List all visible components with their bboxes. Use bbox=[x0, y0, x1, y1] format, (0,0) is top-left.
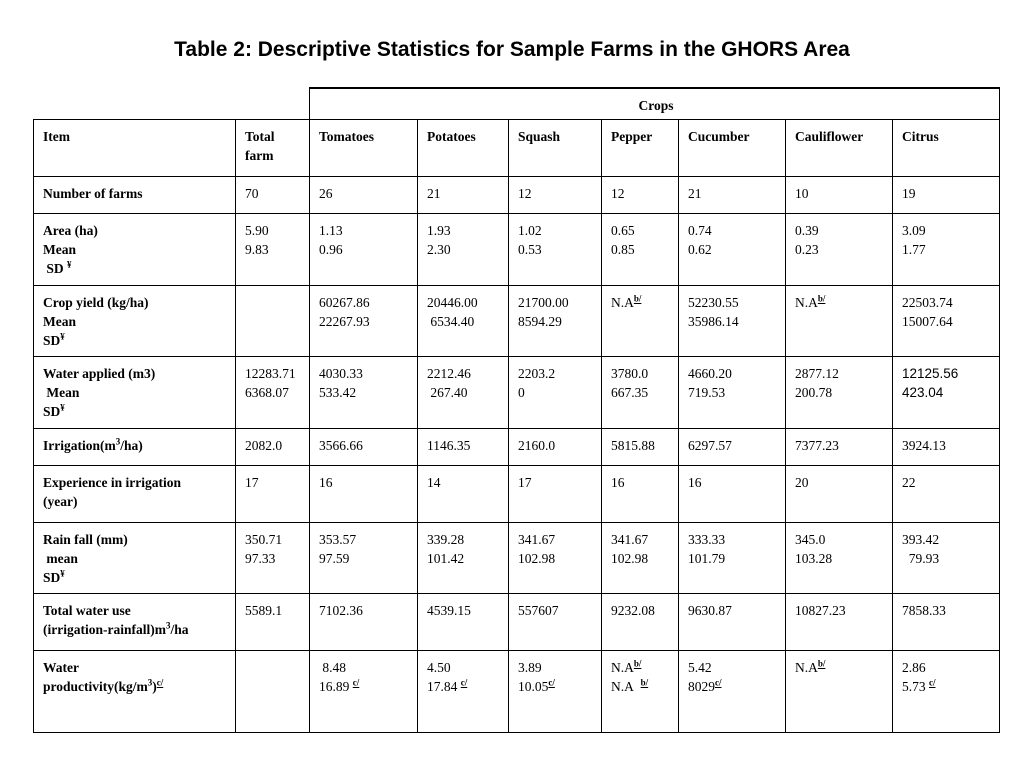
value-1 bbox=[319, 658, 411, 677]
table-title: Table 2: Descriptive Statistics for Sample Farms in the GHORS Area bbox=[174, 38, 850, 61]
header-cauliflower: Cauliflower bbox=[786, 120, 893, 177]
value-sd: 719.53 bbox=[688, 385, 726, 400]
footnote-c: c/ bbox=[715, 677, 722, 688]
sd-text: SD bbox=[43, 404, 61, 419]
footnote-c: c/ bbox=[548, 677, 555, 688]
label-water-title: Water applied (m3) bbox=[43, 366, 156, 381]
value-mean: 0.65 bbox=[611, 223, 635, 238]
value-mean: 4660.20 bbox=[688, 366, 732, 381]
value-2-text: N.A bbox=[611, 679, 634, 694]
value-sd: 101.42 bbox=[427, 551, 465, 566]
value-mean: 339.28 bbox=[427, 532, 465, 547]
header-cucumber: Cucumber bbox=[679, 120, 786, 177]
label-yield-title: Crop yield (kg/ha) bbox=[43, 295, 149, 310]
value-sd-text: 79.93 bbox=[908, 551, 940, 566]
cell-farms-cucumber: 21 bbox=[679, 177, 786, 214]
row-number-of-farms bbox=[34, 177, 1000, 214]
cell-total-water-tomatoes: 7102.36 bbox=[310, 594, 418, 651]
value-sd: 0.85 bbox=[611, 242, 635, 257]
value-na: N.A bbox=[611, 295, 634, 310]
value-2 bbox=[427, 677, 502, 696]
value-mean: 341.67 bbox=[518, 532, 556, 547]
cell-irrigation-squash: 2160.0 bbox=[509, 429, 602, 466]
cell-area-cucumber bbox=[679, 214, 786, 286]
value-sd: 15007.64 bbox=[902, 314, 953, 329]
row-total-water-use bbox=[34, 594, 1000, 651]
value-2-text: 16.89 bbox=[319, 679, 350, 694]
header-squash: Squash bbox=[509, 120, 602, 177]
value-mean: 2212.46 bbox=[427, 366, 471, 381]
value-mean: 1.93 bbox=[427, 223, 451, 238]
cell-farms-cauliflower: 10 bbox=[786, 177, 893, 214]
cell-area-tomatoes bbox=[310, 214, 418, 286]
cell-productivity-potatoes bbox=[418, 651, 509, 733]
label-experience-title: Experience in irrigation bbox=[43, 475, 181, 490]
footnote-c: c/ bbox=[352, 677, 360, 688]
cell-yield-cauliflower bbox=[786, 286, 893, 357]
superscript: 3 bbox=[165, 620, 171, 631]
cell-total-water-citrus: 7858.33 bbox=[893, 594, 1000, 651]
header-item: Item bbox=[34, 120, 236, 177]
value-sd bbox=[427, 383, 502, 402]
cell-water-cucumber bbox=[679, 357, 786, 429]
label-rain-title: Rain fall (mm) bbox=[43, 532, 128, 547]
cell-water-tomatoes bbox=[310, 357, 418, 429]
label-irrigation-text: Irrigation(m bbox=[43, 438, 116, 453]
cell-total-water-squash: 557607 bbox=[509, 594, 602, 651]
cell-experience-total: 17 bbox=[236, 466, 310, 523]
value-mean: 1.13 bbox=[319, 223, 343, 238]
cell-farms-total: 70 bbox=[236, 177, 310, 214]
footnote-c: c/ bbox=[460, 677, 468, 688]
value-1-text: 8.48 bbox=[322, 660, 346, 675]
cell-productivity-total bbox=[236, 651, 310, 733]
value-sd: 0.23 bbox=[795, 242, 819, 257]
row-rainfall bbox=[34, 523, 1000, 594]
cell-experience-cucumber: 16 bbox=[679, 466, 786, 523]
value-sd: 6368.07 bbox=[245, 385, 289, 400]
label-irrigation bbox=[34, 429, 236, 466]
cell-area-squash bbox=[509, 214, 602, 286]
cell-irrigation-citrus: 3924.13 bbox=[893, 429, 1000, 466]
cell-experience-squash: 17 bbox=[509, 466, 602, 523]
cell-rain-potatoes bbox=[418, 523, 509, 594]
value-mean: 2203.2 bbox=[518, 366, 556, 381]
cell-irrigation-tomatoes: 3566.66 bbox=[310, 429, 418, 466]
cell-irrigation-cauliflower: 7377.23 bbox=[786, 429, 893, 466]
label-number-of-farms: Number of farms bbox=[34, 177, 236, 214]
footnote-b: b/ bbox=[633, 658, 642, 669]
row-irrigation bbox=[34, 429, 1000, 466]
value-1: 2.86 bbox=[902, 660, 926, 675]
value-sd bbox=[427, 312, 502, 331]
header-pepper: Pepper bbox=[602, 120, 679, 177]
value-sd: 667.35 bbox=[611, 385, 649, 400]
cell-experience-citrus: 22 bbox=[893, 466, 1000, 523]
value-sd: 102.98 bbox=[518, 551, 556, 566]
cell-total-water-total: 5589.1 bbox=[236, 594, 310, 651]
label-area-title: Area (ha) bbox=[43, 223, 98, 238]
label-total-water-title: Total water use bbox=[43, 603, 131, 618]
value-mean: 0.39 bbox=[795, 223, 819, 238]
cell-productivity-citrus bbox=[893, 651, 1000, 733]
unit-text: productivity(kg/m bbox=[43, 679, 148, 694]
cell-irrigation-total: 2082.0 bbox=[236, 429, 310, 466]
row-experience bbox=[34, 466, 1000, 523]
value-mean: 350.71 bbox=[245, 532, 283, 547]
cell-productivity-cauliflower bbox=[786, 651, 893, 733]
value-1: N.A bbox=[795, 660, 818, 675]
cell-water-squash bbox=[509, 357, 602, 429]
label-productivity-title: Water bbox=[43, 660, 79, 675]
value-sd-text: 6534.40 bbox=[430, 314, 475, 329]
value-1-text: N.A bbox=[611, 660, 634, 675]
value-sd: 1.77 bbox=[902, 242, 926, 257]
cell-farms-citrus: 19 bbox=[893, 177, 1000, 214]
value-sd: 2.30 bbox=[427, 242, 451, 257]
label-area-sd bbox=[43, 259, 229, 278]
label-experience bbox=[34, 466, 236, 523]
value-mean: 22503.74 bbox=[902, 295, 953, 310]
cell-area-citrus bbox=[893, 214, 1000, 286]
footnote-c: c/ bbox=[156, 677, 164, 688]
value-2 bbox=[688, 677, 779, 696]
cell-total-water-pepper: 9232.08 bbox=[602, 594, 679, 651]
label-water-productivity bbox=[34, 651, 236, 733]
sd-text: SD bbox=[46, 261, 64, 276]
value-mean: 353.57 bbox=[319, 532, 357, 547]
cell-yield-tomatoes bbox=[310, 286, 418, 357]
unit-text: (irrigation-rainfall)m bbox=[43, 622, 166, 637]
cell-rain-total bbox=[236, 523, 310, 594]
cell-farms-pepper: 12 bbox=[602, 177, 679, 214]
value-sd: 35986.14 bbox=[688, 314, 739, 329]
column-header-row bbox=[34, 120, 1000, 177]
sd-text: SD bbox=[43, 333, 61, 348]
cell-water-total bbox=[236, 357, 310, 429]
value-mean: 345.0 bbox=[795, 532, 826, 547]
value-mean: 3.09 bbox=[902, 223, 926, 238]
value-sd: 423.04 bbox=[902, 385, 944, 400]
crops-header: Crops bbox=[310, 88, 1000, 120]
value-sd bbox=[902, 549, 993, 568]
cell-water-citrus bbox=[893, 357, 1000, 429]
value-sd: 200.78 bbox=[795, 385, 833, 400]
label-rainfall bbox=[34, 523, 236, 594]
cell-yield-citrus bbox=[893, 286, 1000, 357]
descriptive-statistics-table bbox=[33, 87, 1000, 733]
row-area bbox=[34, 214, 1000, 286]
superscript: 3 bbox=[147, 677, 153, 688]
cell-productivity-cucumber bbox=[679, 651, 786, 733]
cell-yield-potatoes bbox=[418, 286, 509, 357]
row-water-productivity bbox=[34, 651, 1000, 733]
value-sd: 533.42 bbox=[319, 385, 357, 400]
value-sd: 8594.29 bbox=[518, 314, 562, 329]
cell-productivity-tomatoes bbox=[310, 651, 418, 733]
label-water-mean bbox=[43, 383, 229, 402]
value-sd: 103.28 bbox=[795, 551, 833, 566]
label-rain-mean bbox=[43, 549, 229, 568]
value-2 bbox=[319, 677, 411, 696]
value-mean: 393.42 bbox=[902, 532, 940, 547]
value-mean: 12283.71 bbox=[245, 366, 296, 381]
cell-irrigation-pepper: 5815.88 bbox=[602, 429, 679, 466]
value-sd: 0.96 bbox=[319, 242, 343, 257]
value-2-text: 10.05 bbox=[518, 679, 549, 694]
value-1: 5.42 bbox=[688, 660, 712, 675]
yen-mark: ¥ bbox=[67, 259, 72, 270]
value-mean: 1.02 bbox=[518, 223, 542, 238]
row-crop-yield bbox=[34, 286, 1000, 357]
crops-header-row bbox=[34, 88, 1000, 120]
unit-suffix: /ha bbox=[170, 622, 189, 637]
value-2 bbox=[518, 677, 595, 696]
header-tomatoes: Tomatoes bbox=[310, 120, 418, 177]
label-total-water-use bbox=[34, 594, 236, 651]
cell-total-water-cucumber: 9630.87 bbox=[679, 594, 786, 651]
cell-yield-cucumber bbox=[679, 286, 786, 357]
mean-text: Mean bbox=[46, 385, 80, 400]
cell-experience-cauliflower: 20 bbox=[786, 466, 893, 523]
value-sd-text: 267.40 bbox=[430, 385, 468, 400]
footnote-b: b/ bbox=[817, 293, 826, 304]
footnote-b: b/ bbox=[633, 293, 642, 304]
value-1 bbox=[611, 658, 672, 677]
value-mean: 12125.56 bbox=[902, 366, 959, 381]
header-total-farm bbox=[236, 120, 310, 177]
header-citrus: Citrus bbox=[893, 120, 1000, 177]
value-mean: 52230.55 bbox=[688, 295, 739, 310]
value-2-text: 17.84 bbox=[427, 679, 458, 694]
label-productivity-unit bbox=[43, 677, 229, 696]
cell-area-pepper bbox=[602, 214, 679, 286]
value-na: N.A bbox=[795, 295, 818, 310]
yen-mark: ¥ bbox=[60, 331, 65, 342]
cell-irrigation-cucumber: 6297.57 bbox=[679, 429, 786, 466]
label-crop-yield bbox=[34, 286, 236, 357]
cell-water-potatoes bbox=[418, 357, 509, 429]
value-mean: 0.74 bbox=[688, 223, 712, 238]
label-area bbox=[34, 214, 236, 286]
value-mean: 333.33 bbox=[688, 532, 726, 547]
cell-experience-pepper: 16 bbox=[602, 466, 679, 523]
cell-yield-pepper bbox=[602, 286, 679, 357]
cell-area-total bbox=[236, 214, 310, 286]
value-2-text: 8029 bbox=[688, 679, 715, 694]
cell-experience-potatoes: 14 bbox=[418, 466, 509, 523]
cell-productivity-pepper bbox=[602, 651, 679, 733]
value-mean: 4030.33 bbox=[319, 366, 363, 381]
cell-farms-potatoes: 21 bbox=[418, 177, 509, 214]
empty-corner-cell bbox=[34, 88, 310, 120]
cell-productivity-squash bbox=[509, 651, 602, 733]
label-water-sd bbox=[43, 402, 229, 421]
yen-mark: ¥ bbox=[60, 568, 65, 579]
cell-area-cauliflower bbox=[786, 214, 893, 286]
yen-mark: ¥ bbox=[60, 402, 65, 413]
unit-suffix: ) bbox=[152, 679, 157, 694]
sd-text: SD bbox=[43, 570, 61, 585]
cell-farms-squash: 12 bbox=[509, 177, 602, 214]
cell-rain-citrus bbox=[893, 523, 1000, 594]
cell-yield-squash bbox=[509, 286, 602, 357]
label-rain-sd bbox=[43, 568, 229, 587]
value-2-text: 5.73 bbox=[902, 679, 926, 694]
cell-water-cauliflower bbox=[786, 357, 893, 429]
header-total-line1: Total bbox=[245, 129, 275, 144]
cell-rain-squash bbox=[509, 523, 602, 594]
row-water-applied bbox=[34, 357, 1000, 429]
cell-water-pepper bbox=[602, 357, 679, 429]
value-mean: 5.90 bbox=[245, 223, 269, 238]
cell-total-water-potatoes: 4539.15 bbox=[418, 594, 509, 651]
value-sd: 97.33 bbox=[245, 551, 276, 566]
label-yield-sd bbox=[43, 331, 229, 350]
value-sd: 22267.93 bbox=[319, 314, 370, 329]
value-mean: 2877.12 bbox=[795, 366, 839, 381]
value-mean: 20446.00 bbox=[427, 295, 478, 310]
value-sd: 97.59 bbox=[319, 551, 350, 566]
cell-rain-cauliflower bbox=[786, 523, 893, 594]
cell-experience-tomatoes: 16 bbox=[310, 466, 418, 523]
cell-area-potatoes bbox=[418, 214, 509, 286]
value-1: 4.50 bbox=[427, 660, 451, 675]
value-sd: 9.83 bbox=[245, 242, 269, 257]
cell-rain-pepper bbox=[602, 523, 679, 594]
cell-yield-total bbox=[236, 286, 310, 357]
label-irrigation-unit: /ha) bbox=[120, 438, 143, 453]
cell-farms-tomatoes: 26 bbox=[310, 177, 418, 214]
label-water-applied bbox=[34, 357, 236, 429]
cell-rain-cucumber bbox=[679, 523, 786, 594]
value-mean: 3780.0 bbox=[611, 366, 649, 381]
label-yield-mean: Mean bbox=[43, 314, 76, 329]
cell-irrigation-potatoes: 1146.35 bbox=[418, 429, 509, 466]
cell-total-water-cauliflower: 10827.23 bbox=[786, 594, 893, 651]
value-mean: 341.67 bbox=[611, 532, 649, 547]
value-2 bbox=[902, 677, 993, 696]
footnote-b: b/ bbox=[817, 658, 826, 669]
label-area-mean: Mean bbox=[43, 242, 76, 257]
footnote-b: b/ bbox=[640, 677, 649, 688]
value-2 bbox=[611, 677, 672, 696]
footnote-c: c/ bbox=[929, 677, 936, 688]
value-1: 3.89 bbox=[518, 660, 542, 675]
superscript: 3 bbox=[115, 436, 121, 447]
value-sd: 102.98 bbox=[611, 551, 649, 566]
label-experience-unit: (year) bbox=[43, 494, 78, 509]
header-potatoes: Potatoes bbox=[418, 120, 509, 177]
value-sd: 0.62 bbox=[688, 242, 712, 257]
value-sd: 101.79 bbox=[688, 551, 726, 566]
header-total-line2: farm bbox=[245, 148, 274, 163]
mean-text: mean bbox=[46, 551, 78, 566]
value-mean: 60267.86 bbox=[319, 295, 370, 310]
value-sd: 0 bbox=[518, 385, 525, 400]
value-sd: 0.53 bbox=[518, 242, 542, 257]
value-mean: 21700.00 bbox=[518, 295, 569, 310]
cell-rain-tomatoes bbox=[310, 523, 418, 594]
label-total-water-unit bbox=[43, 620, 229, 639]
